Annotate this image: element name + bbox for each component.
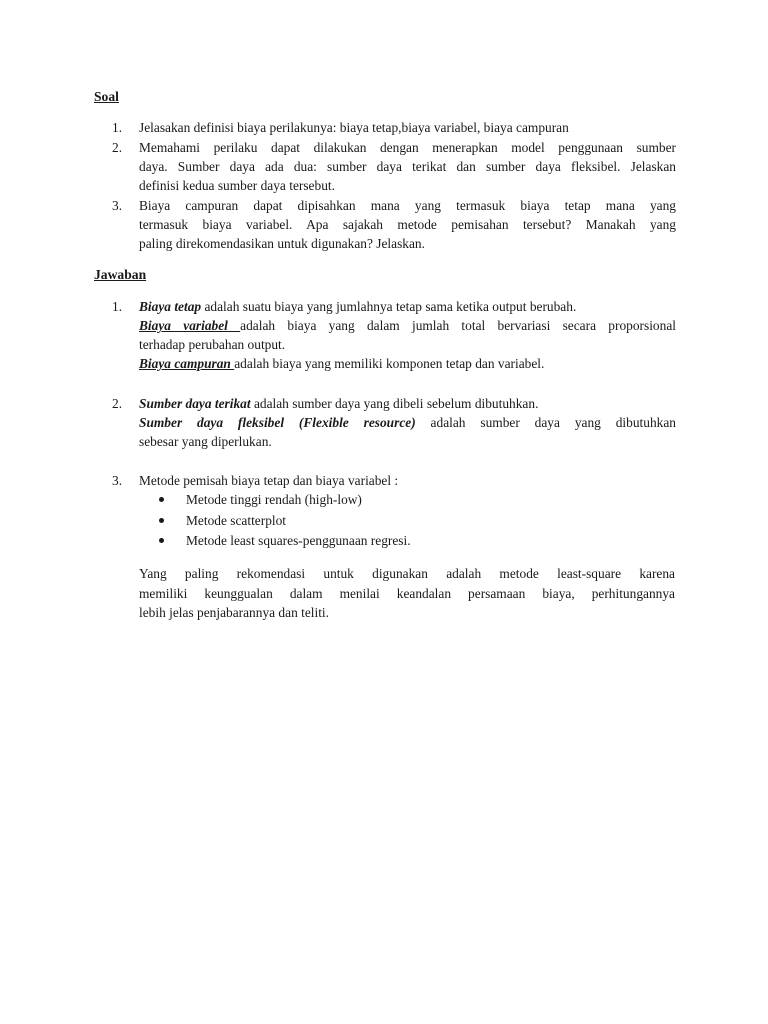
question-line: Biaya campuran dapat dipisahkan mana yang termasuk biaya tetap mana yang [139,198,676,213]
bullet-icon [159,497,164,502]
answer-1 [112,297,676,377]
definition-sumber-daya-fleksibel: adalah sumber daya yang dibutuhkan [415,415,676,430]
question-text [139,196,676,253]
term-biaya-tetap: Biaya tetap [139,299,202,314]
question-text [139,118,676,137]
answer-number: 2. [112,396,123,411]
bullet-icon [159,518,164,523]
answer-number: 1. [112,299,123,314]
definition-biaya-tetap: adalah suatu biaya yang jumlahnya tetap sama ketika output berubah. [201,299,577,314]
closing-line: lebih jelas penjabarannya dan teliti. [139,605,329,620]
answer-line [139,316,676,335]
answer-line: Metode pemisah biaya tetap dan biaya variabel : [139,473,399,488]
method-label: Metode scatterplot [186,512,287,528]
method-label: Metode tinggi rendah (high-low) [186,492,362,507]
closing-line: memiliki keunggualan dalam menilai keandalan persamaan biaya, perhitungannya [139,585,675,601]
term-sumber-daya-fleksibel: Sumber daya fleksibel (Flexible resource) [139,415,416,430]
question-line: Jelasakan definisi biaya perilakunya: biaya tetap,biaya variabel, biaya campuran [139,120,569,135]
definition-biaya-variabel: adalah biaya yang dalam jumlah total bervariasi secara proporsional [240,318,676,333]
method-list [159,490,659,552]
question-3 [112,196,676,253]
jawaban-heading: Jawaban [94,267,147,282]
answer-3 [112,471,676,491]
list-item [159,531,659,552]
bullet-icon [159,538,164,543]
question-line: daya. Sumber daya ada dua: sumber daya terikat dan sumber daya fleksibel. Jelaskan [139,159,676,174]
question-line: definisi kedua sumber daya tersebut. [139,178,335,193]
definition-sumber-daya-terikat: adalah sumber daya yang dibeli sebelum dibutuhkan. [250,396,539,411]
method-label: Metode least squares-penggunaan regresi. [186,533,411,548]
answer-text [139,471,676,490]
list-item [159,511,659,532]
question-number: 2. [112,140,123,155]
answer-line [139,354,676,373]
question-number: 1. [112,120,123,135]
term-biaya-campuran: Biaya campuran [139,356,235,371]
term-biaya-variabel: Biaya variabel [139,318,241,333]
question-line: Memahami perilaku dapat dilakukan dengan menerapkan model penggunaan sumber [139,140,676,155]
question-line: paling direkomendasikan untuk digunakan? Jelaskan. [139,236,425,251]
answer-line: sebesar yang diperlukan. [139,434,272,449]
question-1 [112,118,676,137]
answer-number: 3. [112,473,123,488]
answer-line: terhadap perubahan output. [139,337,286,352]
definition-biaya-campuran: adalah biaya yang memiliki komponen tetap dan variabel. [234,356,545,371]
closing-paragraph [139,564,675,623]
answer-line [139,297,676,316]
answer-line [139,394,676,413]
answer-line [139,413,676,432]
answer-2 [112,394,676,454]
answer-text [139,394,676,451]
question-text [139,138,676,195]
question-number: 3. [112,198,123,213]
question-2 [112,138,676,195]
list-item [159,490,659,511]
question-line: termasuk biaya variabel. Apa sajakah metode pemisahan tersebut? Manakah yang [139,217,676,232]
closing-line: Yang paling rekomendasi untuk digunakan adalah metode least-square karena [139,566,675,581]
soal-heading: Soal [94,89,119,104]
answer-text [139,297,676,373]
term-sumber-daya-terikat: Sumber daya terikat [139,396,251,411]
